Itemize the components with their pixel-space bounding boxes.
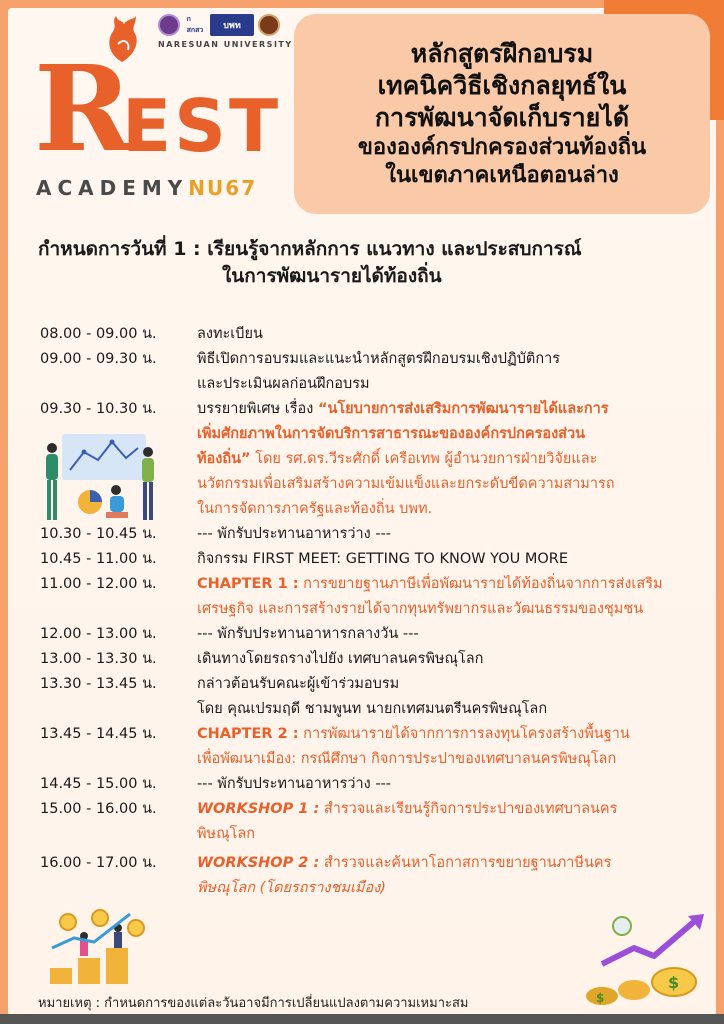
lecture-topic: “นโยบายการส่งเสริมการพัฒนารายได้และการ [317,401,609,417]
lecturer: นวัตกรรมเพื่อเสริมสร้างความเข้มแข็งและยกระดับขีดความสามารถ [197,476,615,492]
desc-line [197,447,700,472]
brand-academy [36,176,257,200]
desc-line: และประเมินผลก่อนฝึกอบรม [197,376,370,392]
schedule-row [40,347,700,397]
desc-line [197,572,700,597]
academy-word: ACADEMY [36,176,189,200]
title-line: เทคนิควิธีเชิงกลยุทธ์ใน [377,70,627,100]
chapter-tag: CHAPTER 1 : [197,576,299,592]
footnote: หมายเหตุ : กำหนดการของแต่ละวันอาจมีการเปลี่ยนแปลงตามความเหมาะสม [38,996,469,1011]
schedule-time: 10.45 - 11.00 น. [40,551,157,567]
emblem-icon [258,14,280,36]
schedule-desc: กิจกรรม FIRST MEET: GETTING TO KNOW YOU MORE [197,551,569,567]
schedule-desc: --- พักรับประทานอาหารว่าง --- [197,776,392,792]
chapter-text: เศรษฐกิจ และการสร้างรายได้จากทุนทรัพยากรและวัฒนธรรมของชุมชน [197,601,644,617]
schedule-desc [197,397,700,522]
schedule-row [40,622,700,647]
schedule-time: 09.00 - 09.30 น. [40,351,157,367]
title-line: หลักสูตรฝึกอบรม [410,38,594,68]
title-line: ในเขตภาคเหนือตอนล่าง [385,163,619,188]
schedule-desc [197,797,700,847]
brand-letters-est: EST [122,84,282,168]
bottom-bar [0,1014,724,1024]
schedule-time: 10.30 - 10.45 น. [40,526,157,542]
svg-text:$: $ [668,973,680,992]
desc-line [197,851,700,876]
workshop-text: สำรวจและเรียนรู้กิจการประปาของเทศบาลนคร [319,801,618,817]
lecture-topic: ท้องถิ่น” [197,451,251,467]
schedule-row [40,851,700,901]
lecturer: ในการจัดการภาครัฐและท้องถิ่น บพท. [197,501,433,517]
chapter-text: เพื่อพัฒนาเมือง: กรณีศึกษา กิจการประปาของเทศบาลนครพิษณุโลก [197,751,617,767]
schedule-time: 11.00 - 12.00 น. [40,576,157,592]
bpt-logo: บพท [210,14,254,36]
partner-logo-icon: ก สกสว [186,15,204,34]
brand-letter-r: R [34,39,133,178]
schedule-time: 09.30 - 10.30 น. [40,401,157,417]
day-heading [38,236,698,289]
schedule-row [40,722,700,772]
schedule-desc [197,722,700,772]
schedule-row [40,797,700,847]
desc-line: โดย คุณเปรมฤดี ชามพูนท นายกเทศมนตรีนครพิษณุโลก [197,701,548,717]
schedule-time: 13.45 - 14.45 น. [40,726,157,742]
academy-nu: NU67 [188,176,258,200]
schedule-row [40,572,700,622]
team-analytics-illustration [40,430,166,530]
schedule-list [40,322,700,901]
chapter-tag: CHAPTER 2 : [197,726,299,742]
university-seal-icon [158,14,180,36]
schedule-time: 14.45 - 15.00 น. [40,776,157,792]
schedule-desc: --- พักรับประทานอาหารกลางวัน --- [197,626,419,642]
schedule-row [40,322,700,347]
workshop-text: พิษณุโลก (โดยรถรางชมเมือง) [197,880,386,896]
schedule-desc [197,851,700,901]
day-heading-line1: กำหนดการวันที่ 1 : เรียนรู้จากหลักการ แนวทาง และประสบการณ์ [38,238,582,260]
schedule-desc: --- พักรับประทานอาหารว่าง --- [197,526,392,542]
partner-logos [158,14,280,36]
desc-line: ลงทะเบียน [197,326,263,342]
schedule-time: 08.00 - 09.00 น. [40,326,157,342]
schedule-desc [197,347,700,397]
course-title-box [294,14,710,214]
desc-line [197,797,700,822]
chapter-text: การพัฒนารายได้จากการการลงทุนโครงสร้างพื้นฐาน [298,726,630,742]
workshop-tag: WORKSHOP 2 : [197,855,320,871]
schedule-time: 12.00 - 13.00 น. [40,626,157,642]
schedule-desc: เดินทางโดยรถรางไปยัง เทศบาลนครพิษณุโลก [197,651,484,667]
schedule-desc [197,672,700,722]
desc-line: กล่าวต้อนรับคณะผู้เข้าร่วมอบรม [197,676,400,692]
svg-text:$: $ [596,991,605,1005]
title-line: ขององค์กรปกครองส่วนท้องถิ่น [357,134,647,160]
lecturer: โดย รศ.ดร.วีระศักดิ์ เครือเทพ ผู้อำนวยการฝ่ายวิจัยและ [250,451,598,467]
schedule-time: 16.00 - 17.00 น. [40,855,157,871]
schedule-row [40,547,700,572]
lecture-topic: เพิ่มศักยภาพในการจัดบริการสาธารณะขององค์กรปกครองส่วน [197,426,586,442]
chapter-text: การขยายฐานภาษีเพื่อพัฒนารายได้ท้องถิ่นจากการส่งเสริม [298,576,663,592]
money-growth-illustration [582,912,708,1008]
university-name: NARESUAN UNIVERSITY [158,40,293,49]
workshop-tag: WORKSHOP 1 : [197,801,320,817]
schedule-time: 13.00 - 13.30 น. [40,651,157,667]
day-heading-line2: ในการพัฒนารายได้ท้องถิ่น [222,264,442,287]
schedule-desc [197,572,700,622]
schedule-row [40,647,700,672]
workshop-text: สำรวจและค้นหาโอกาสการขยายฐานภาษีนคร [319,855,612,871]
desc-line [197,722,700,747]
lecture-lead: บรรยายพิเศษ เรื่อง [197,401,318,417]
schedule-time: 15.00 - 16.00 น. [40,801,157,817]
desc-line [197,397,700,422]
coins-people-illustration [44,908,148,988]
schedule-desc [197,322,700,347]
schedule-row [40,772,700,797]
schedule-row [40,672,700,722]
title-line: การพัฒนาจัดเก็บรายได้ [374,102,630,132]
schedule-time: 13.30 - 13.45 น. [40,676,157,692]
desc-line: พิธีเปิดการอบรมและแนะนำหลักสูตรฝึกอบรมเชิงปฏิบัติการ [197,351,561,367]
workshop-text: พิษณุโลก [197,826,256,842]
